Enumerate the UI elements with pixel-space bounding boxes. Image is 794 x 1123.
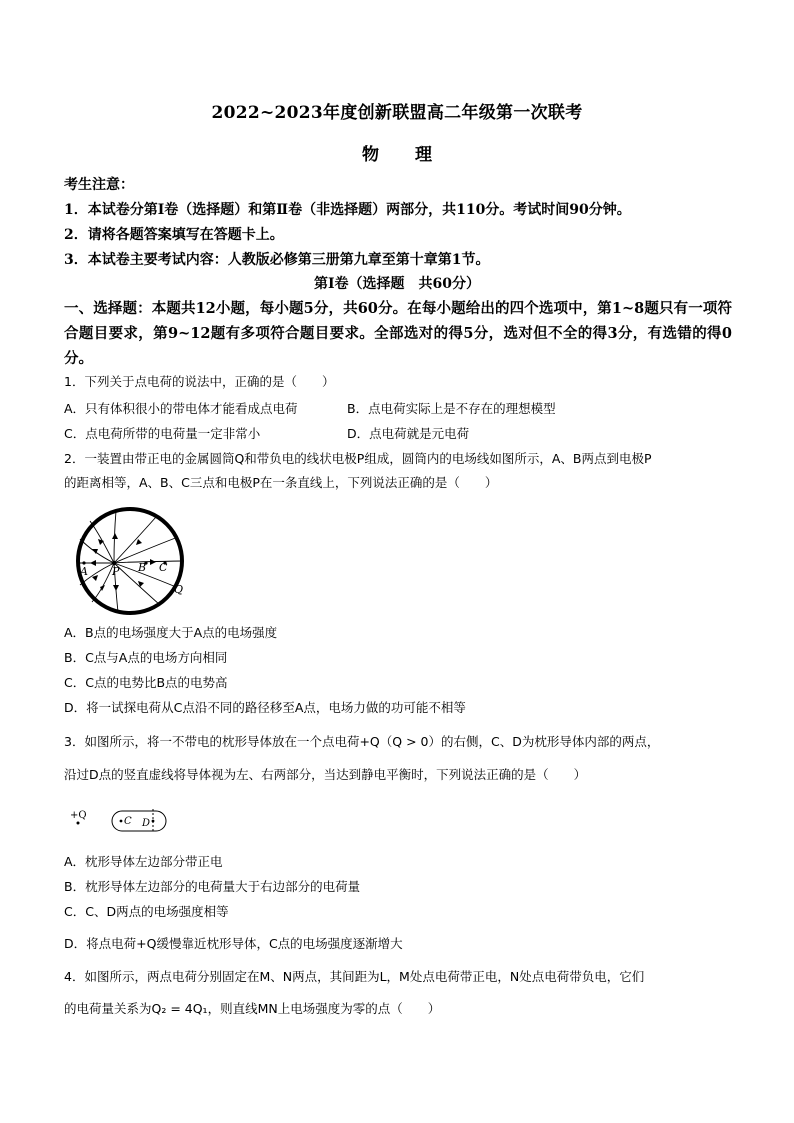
q1-option-d: D．点电荷就是元电荷 bbox=[347, 426, 470, 441]
part1-title: 第Ⅰ卷（选择题 共60分） bbox=[313, 276, 481, 292]
q2-option-c: C．C点的电势比B点的电势高 bbox=[64, 675, 228, 690]
q2-stem-line1: 2．一装置由带正电的金属圆筒Q和带负电的线状电极P组成，圆筒内的电场线如图所示，A、B两点到电极P bbox=[64, 451, 652, 466]
q3-stem-line1: 3．如图所示，将一不带电的枕形导体放在一个点电荷+Q（Q > 0）的右侧，C、D为枕形导体内部的两点， bbox=[64, 734, 660, 749]
label-plus-q: +Q bbox=[70, 810, 87, 821]
q3-stem-line2: 沿过D点的竖直虚线将导体视为左、右两部分，当达到静电平衡时，下列说法正确的是（ ） bbox=[64, 767, 587, 782]
q3-option-a: A．枕形导体左边部分带正电 bbox=[64, 854, 223, 869]
section-instructions: 一、选择题：本题共12小题，每小题5分，共60分。在每小题给出的四个选项中，第1~8题只有一项符合题目要求，第9~12题有多项符合题目要求。全部选对的得5分，选对但不全的得3分，有选错的得0分。 bbox=[64, 300, 732, 367]
point-d bbox=[152, 820, 155, 823]
q2-option-a: A．B点的电场强度大于A点的电场强度 bbox=[64, 625, 278, 640]
label-d: D bbox=[142, 818, 151, 829]
q2-stem-line2: 的距离相等，A、B、C三点和电极P在一条直线上，下列说法正确的是（ ） bbox=[64, 475, 498, 490]
q1-option-b: B．点电荷实际上是不存在的理想模型 bbox=[347, 401, 556, 416]
notice-heading: 考生注意： bbox=[64, 177, 134, 193]
q4-stem-line1: 4．如图所示，两点电荷分别固定在M、N两点，其间距为L，M处点电荷带正电，N处点电荷带负电，它们 bbox=[64, 969, 645, 984]
q2-field-figure bbox=[62, 505, 202, 615]
notice-item-1: 1．本试卷分第Ⅰ卷（选择题）和第Ⅱ卷（非选择题）两部分，共110分。考试时间90分钟。 bbox=[64, 202, 631, 218]
q3-option-d: D．将点电荷+Q缓慢靠近枕形导体，C点的电场强度逐渐增大 bbox=[64, 936, 403, 951]
q2-option-b: B．C点与A点的电场方向相同 bbox=[64, 650, 228, 665]
notice-item-3: 3．本试卷主要考试内容：人教版必修第三册第九章至第十章第1节。 bbox=[64, 252, 490, 268]
q1-option-c: C．点电荷所带的电荷量一定非常小 bbox=[64, 426, 261, 441]
label-p: P bbox=[112, 565, 120, 578]
label-q: Q bbox=[174, 583, 184, 596]
q3-option-c: C．C、D两点的电场强度相等 bbox=[64, 904, 229, 919]
q3-conductor-figure bbox=[66, 806, 176, 836]
point-charge-q bbox=[77, 822, 80, 825]
label-c: C bbox=[159, 561, 168, 574]
exam-title: 2022~2023年度创新联盟高二年级第一次联考 bbox=[211, 103, 583, 123]
label-a: A bbox=[80, 565, 88, 578]
subject-title: 物 理 bbox=[362, 145, 432, 165]
q3-option-b: B．枕形导体左边部分的电荷量大于右边部分的电荷量 bbox=[64, 879, 361, 894]
label-b: B bbox=[138, 561, 147, 574]
label-c: C bbox=[124, 816, 132, 827]
q2-option-d: D．将一试探电荷从C点沿不同的路径移至A点，电场力做的功可能不相等 bbox=[64, 700, 466, 715]
q1-option-a: A．只有体积很小的带电体才能看成点电荷 bbox=[64, 401, 298, 416]
notice-item-2: 2．请将各题答案填写在答题卡上。 bbox=[64, 227, 284, 243]
q1-stem: 1．下列关于点电荷的说法中，正确的是（ ） bbox=[64, 374, 335, 389]
q4-stem-line2: 的电荷量关系为Q₂ = 4Q₁，则直线MN上电场强度为零的点（ ） bbox=[64, 1001, 441, 1016]
point-c bbox=[120, 820, 123, 823]
